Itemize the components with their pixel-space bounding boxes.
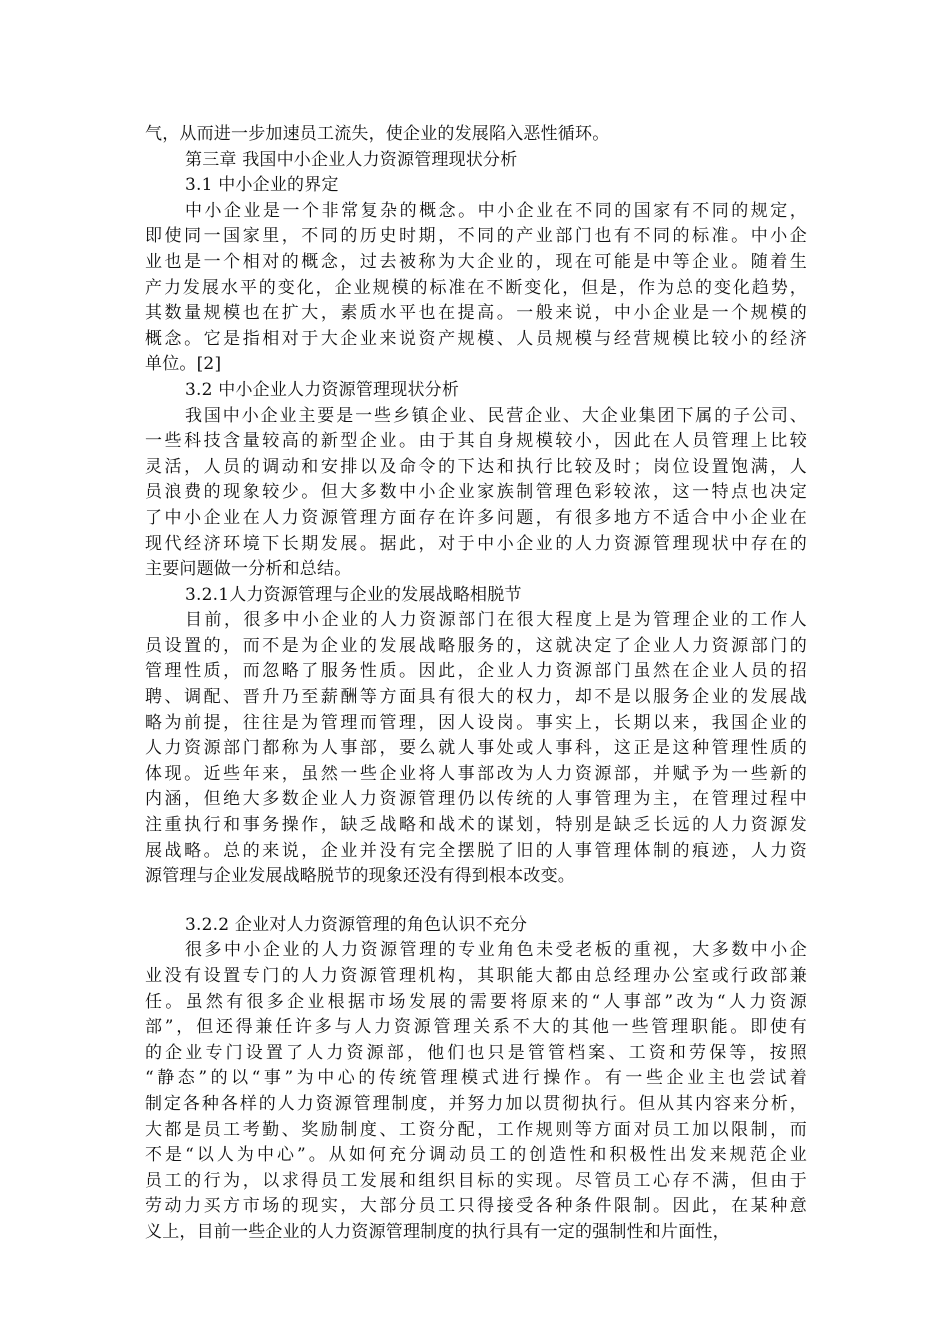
- paragraph-line: 灵活，人员的调动和安排以及命令的下达和执行比较及时；岗位设置饱满，人: [145, 456, 807, 477]
- paragraph-line: 内涵，但绝大多数企业人力资源管理仍以传统的人事管理为主，在管理过程中: [145, 789, 807, 810]
- section-3-2-2-heading: 3.2.2 企业对人力资源管理的角色认识不充分: [185, 914, 528, 935]
- paragraph-line: 管理性质，而忽略了服务性质。因此，企业人力资源部门虽然在企业人员的招: [145, 661, 807, 682]
- para-continuation: [145, 122, 807, 148]
- paragraph-line: 略为前提，往往是为管理而管理，因人设岗。事实上，长期以来，我国企业的: [145, 712, 807, 733]
- paragraph-line: 现代经济环境下长期发展。据此，对于中小企业的人力资源管理现状中存在的: [145, 533, 807, 554]
- para-sme-definition: [145, 199, 807, 378]
- paragraph-line: 了中小企业在人力资源管理方面存在许多问题，有很多地方不适合中小企业在: [145, 507, 807, 528]
- para-strategy-disconnect: [145, 608, 807, 890]
- paragraph-line: 我国中小企业主要是一些乡镇企业、民营企业、大企业集团下属的子公司、: [185, 405, 807, 426]
- paragraph-line: 一些科技含量较高的新型企业。由于其自身规模较小，因此在人员管理上比较: [145, 431, 807, 452]
- document-body: [145, 122, 807, 1246]
- paragraph-line: 义上，目前一些企业的人力资源管理制度的执行具有一定的强制性和片面性，: [145, 1221, 730, 1242]
- paragraph-line: 不是“以人为中心”。从如何充分调动员工的创造性和积极性出发来规范企业: [145, 1145, 807, 1166]
- paragraph-line: 大都是员工考勤、奖励制度、工资分配，工作规则等方面对员工加以限制，而: [145, 1119, 807, 1140]
- paragraph-line: 目前，很多中小企业的人力资源部门在很大程度上是为管理企业的工作人: [185, 610, 807, 631]
- paragraph-line: 即使同一国家里，不同的历史时期，不同的产业部门也有不同的标准。中小企: [145, 226, 807, 247]
- paragraph-line: “静态”的以“事”为中心的传统管理模式进行操作。有一些企业主也尝试着: [145, 1068, 807, 1089]
- paragraph-line: 其数量规模也在扩大，素质水平也在提高。一般来说，中小企业是一个规模的: [145, 303, 807, 324]
- paragraph-line: 员工的行为，以求得员工发展和组织目标的实现。尽管员工心存不满，但由于: [145, 1170, 807, 1191]
- paragraph-line: 部”，但还得兼任许多与人力资源管理关系不大的其他一些管理职能。即使有: [145, 1017, 807, 1038]
- paragraph-line: 很多中小企业的人力资源管理的专业角色未受老板的重视，大多数中小企: [185, 940, 807, 961]
- paragraph-line: 业也是一个相对的概念，过去被称为大企业的，现在可能是中等企业。随着生: [145, 251, 807, 272]
- paragraph-line: 气，从而进一步加速员工流失，使企业的发展陷入恶性循环。: [145, 124, 610, 144]
- blank-line: [145, 890, 807, 913]
- paragraph-line: 中小企业是一个非常复杂的概念。中小企业在不同的国家有不同的规定，: [185, 200, 807, 221]
- paragraph-line: 主要问题做一分析和总结。: [145, 559, 352, 580]
- paragraph-line: 制定各种各样的人力资源管理制度，并努力加以贯彻执行。但从其内容来分析，: [145, 1093, 807, 1114]
- paragraph-line: 体现。近些年来，虽然一些企业将人事部改为人力资源部，并赋予为一些新的: [145, 763, 807, 784]
- para-current-situation: [145, 404, 807, 583]
- paragraph-line: 员设置的，而不是为企业的发展战略服务的，这就决定了企业人力资源部门的: [145, 635, 807, 656]
- paragraph-line: 聘、调配、晋升乃至薪酬等方面具有很大的权力，却不是以服务企业的发展战: [145, 687, 807, 708]
- para-role-recognition: [145, 938, 807, 1245]
- section-3-2-heading: 3.2 中小企业人力资源管理现状分析: [185, 379, 460, 400]
- paragraph-line: 源管理与企业发展战略脱节的现象还没有得到根本改变。: [145, 866, 575, 887]
- section-3-1-heading: 3.1 中小企业的界定: [185, 175, 339, 196]
- paragraph-line: 概念。它是指相对于大企业来说资产规模、人员规模与经营规模比较小的经济: [145, 328, 807, 349]
- paragraph-line: 的企业专门设置了人力资源部，他们也只是管管档案、工资和劳保等，按照: [145, 1042, 807, 1063]
- paragraph-line: 单位。[2]: [145, 354, 222, 375]
- paragraph-line: 任。虽然有很多企业根据市场发展的需要将原来的“人事部”改为“人力资源: [145, 991, 807, 1012]
- chapter-3-heading: 第三章 我国中小企业人力资源管理现状分析: [185, 149, 518, 170]
- paragraph-line: 产力发展水平的变化，企业规模的标准在不断变化，但是，作为总的变化趋势，: [145, 277, 807, 298]
- section-3-2-1-heading: 3.2.1人力资源管理与企业的发展战略相脱节: [185, 584, 522, 605]
- paragraph-line: 人力资源部门都称为人事部，要么就人事处或人事科，这正是这种管理性质的: [145, 738, 807, 759]
- paragraph-line: 展战略。总的来说，企业并没有完全摆脱了旧的人事管理体制的痕迹，人力资: [145, 840, 807, 861]
- paragraph-line: 业没有设置专门的人力资源管理机构，其职能大都由总经理办公室或行政部兼: [145, 966, 807, 986]
- paragraph-line: 员浪费的现象较少。但大多数中小企业家族制管理色彩较浓，这一特点也决定: [145, 482, 807, 503]
- paragraph-line: 劳动力买方市场的现实，大部分员工只得接受各种条件限制。因此，在某种意: [145, 1196, 807, 1217]
- paragraph-line: 注重执行和事务操作，缺乏战略和战术的谋划，特别是缺乏长远的人力资源发: [145, 815, 807, 836]
